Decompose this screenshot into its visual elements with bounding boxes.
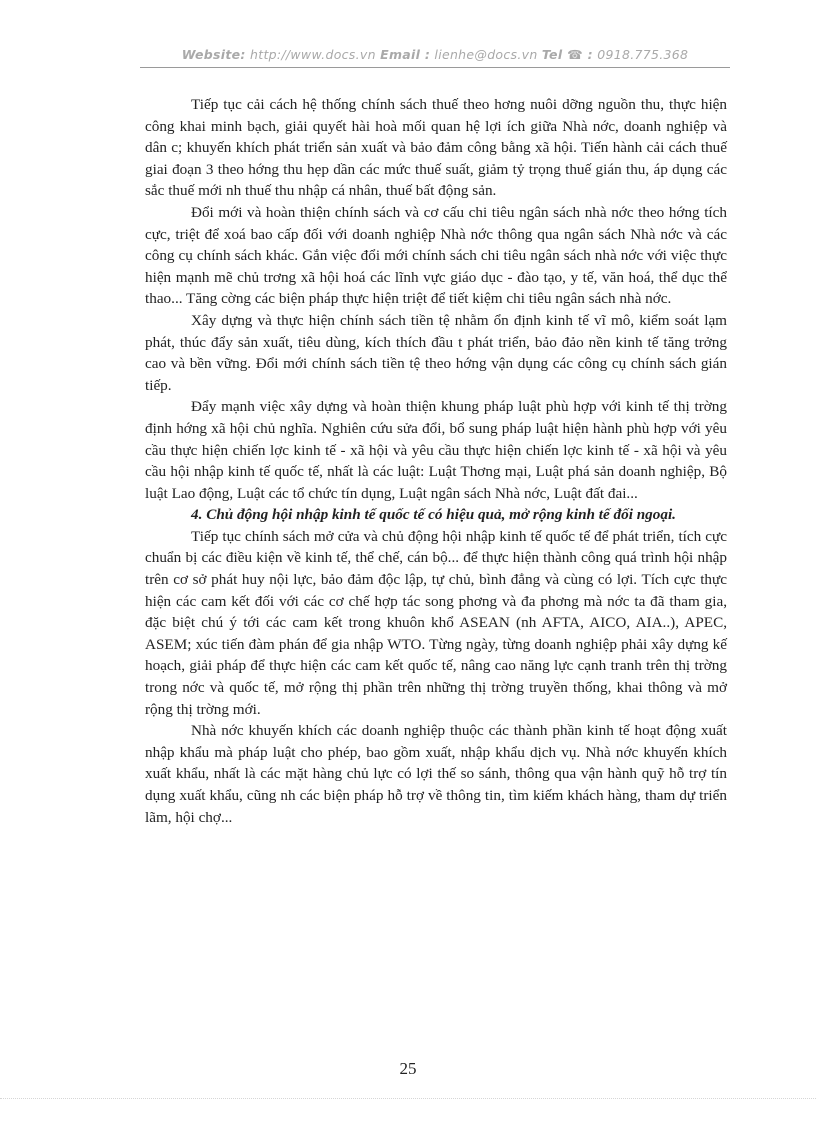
- email-label: Email :: [380, 47, 431, 62]
- paragraph-tax-reform: Tiếp tục cải cách hệ thống chính sách thuế theo hơng nuôi dỡng nguồn thu, thực hiện công khai minh bạch, giải quyết hài hoà mối quan hệ lợi ích giữa Nhà nớc, doanh nghiệp và dân c; khuyến khích phát triển sản xuất và bảo đảm công bằng xã hội. Tiến hành cải cách thuế giai đoạn 3 theo hớng thu hẹp dần các mức thuế suất, giảm tỷ trọng thuế gián thu, áp dụng các sắc thuế mới nh thuế thu nhập cá nhân, thuế bất động sản.: [145, 96, 727, 200]
- section-heading: 4. Chủ động hội nhập kinh tế quốc tế có hiệu quả, mở rộng kinh tế đối ngoại.: [191, 506, 676, 524]
- paragraph-budget-spending: Đổi mới và hoàn thiện chính sách và cơ cấu chi tiêu ngân sách nhà nớc theo hớng tích cực, triệt để xoá bao cấp đối với doanh nghiệp Nhà nớc thông qua ngân sách Nhà nớc và các công cụ chính sách khác. Gắn việc đổi mới chính sách chi tiêu ngân sách nhà nớc với việc thực hiện mạnh mẽ chủ trơng xã hội hoá các lĩnh vực giáo dục - đào tạo, y tế, văn hoá, thể dục thể thao... Tăng cờng các biện pháp thực hiện triệt để tiết kiệm chi tiêu ngân sách nhà nớc.: [145, 203, 727, 308]
- paragraph-legal-framework: Đẩy mạnh việc xây dựng và hoàn thiện khung pháp luật phù hợp với kinh tế thị trờng định hớng xã hội chủ nghĩa. Nghiên cứu sửa đổi, bổ sung pháp luật hiện hành phù hợp với yêu cầu thực hiện chiến lợc kinh tế - xã hội và yêu cầu thực hiện chiến lợc kinh tế - xã hội và yêu cầu hội nhập kinh tế quốc tế, nhất là các luật: Luật Thơng mại, Luật phá sản doanh nghiệp, Bộ luật Lao động, Luật các tổ chức tín dụng, Luật ngân sách Nhà nớc, Luật đất đai...: [145, 398, 727, 502]
- website-label: Website:: [181, 47, 246, 62]
- paragraph-export-promotion: Nhà nớc khuyến khích các doanh nghiệp thuộc các thành phần kinh tế hoạt động xuất nhập khẩu mà pháp luật cho phép, bao gồm xuất, nhập khẩu dịch vụ. Nhà nớc khuyến khích xuất khẩu, nhất là các mặt hàng chủ lực có lợi thế so sánh, thông qua vận hành quỹ hỗ trợ tín dụng xuất khẩu, cũng nh các biện pháp hỗ trợ về thông tin, tìm kiếm khách hàng, tham dự triển lãm, hội chợ...: [145, 722, 727, 826]
- paragraph-integration: Tiếp tục chính sách mở cửa và chủ động hội nhập kinh tế quốc tế để phát triển, tích cực chuẩn bị các điều kiện về kinh tế, thể chế, cán bộ... để thực hiện thành công quá trình hội nhập trên cơ sở phát huy nội lực, bảo đảm độc lập, tự chủ, bình đẳng và cùng có lợi. Tích cực thực hiện các cam kết đối với các cơ chế hợp tác song phơng và đa phơng mà nớc ta đã tham gia, đặc biệt chú ý tới các cam kết trong khuôn khổ ASEAN (nh AFTA, AICO, AIA..), APEC, ASEM; xúc tiến đàm phán để gia nhập WTO. Từng ngày, từng doanh nghiệp phải xây dựng kế hoạch, giải pháp để thực hiện các cam kết quốc tế, nâng cao năng lực cạnh tranh trên thị trờng trong nớc và quốc tế, mở rộng thị phần trên những thị trờng truyền thống, khai thông và mở rộng thị trờng mới.: [145, 527, 727, 718]
- tel-label: Tel ☎ :: [541, 47, 593, 62]
- tel-value: 0918.775.368: [597, 47, 689, 62]
- page-header: [140, 47, 730, 62]
- paragraph-monetary-policy: Xây dựng và thực hiện chính sách tiền tệ nhằm ổn định kinh tế vĩ mô, kiểm soát lạm phát, thúc đẩy sản xuất, tiêu dùng, kích thích đầu t phát triển, bảo đảo nền kinh tế tăng trởng cao và bền vững. Đổi mới chính sách tiền tệ theo hớng vận dụng các công cụ chính sách gián tiếp.: [145, 311, 727, 394]
- email-value: lienhe@docs.vn: [434, 47, 538, 62]
- footer-divider: [0, 1098, 816, 1099]
- header-divider: [140, 67, 730, 68]
- website-url: http://www.docs.vn: [250, 47, 376, 62]
- page-body: [145, 94, 727, 828]
- page-number: 25: [399, 1059, 417, 1078]
